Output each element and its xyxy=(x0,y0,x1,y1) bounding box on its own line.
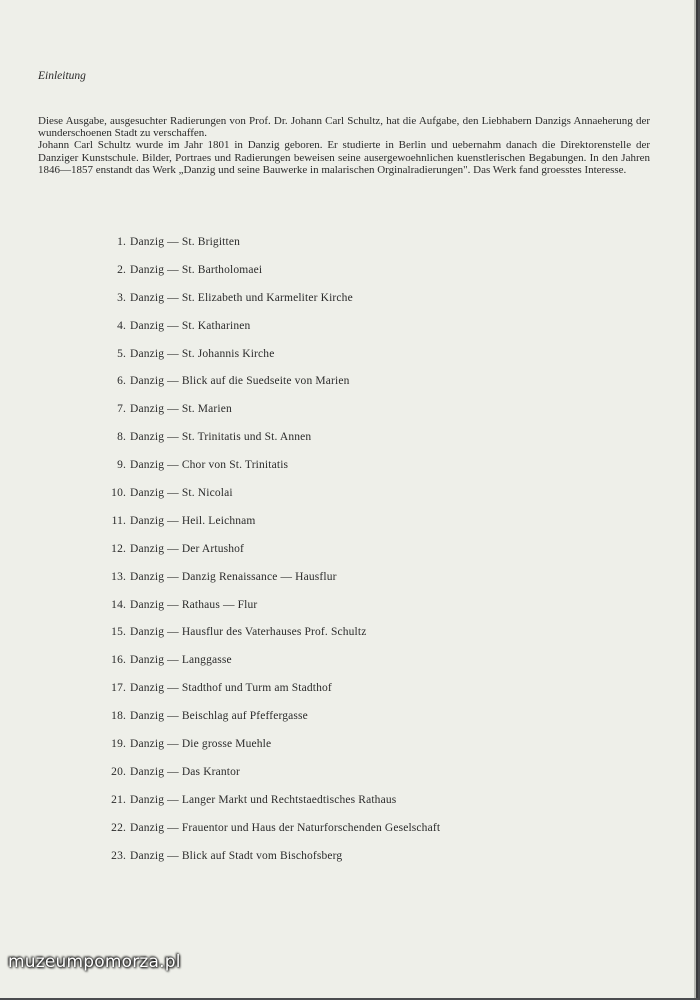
list-item-number: 3. xyxy=(117,291,126,304)
list-item xyxy=(100,261,600,289)
list-item xyxy=(100,400,600,428)
list-item-title: Danzig — Frauentor und Haus der Naturforschenden Geselschaft xyxy=(130,821,441,834)
list-item-title: Danzig — Blick auf Stadt vom Bischofsberg xyxy=(130,849,343,862)
list-item-number: 23. xyxy=(111,849,126,862)
list-item-title: Danzig — St. Brigitten xyxy=(130,236,241,248)
list-item-title: Danzig — Die grosse Muehle xyxy=(130,738,272,751)
list-item xyxy=(100,233,600,261)
list-item-number: 6. xyxy=(117,375,126,388)
list-item-number: 4. xyxy=(117,319,126,332)
list-item-title: Danzig — Beischlag auf Pfeffergasse xyxy=(130,710,308,723)
list-item-title: Danzig — St. Marien xyxy=(130,403,232,416)
list-item-number: 7. xyxy=(117,403,126,416)
list-item-title: Danzig — Danzig Renaissance — Hausflur xyxy=(130,570,337,583)
list-item xyxy=(100,847,600,875)
list-item-number: 1. xyxy=(117,236,126,248)
list-item-number: 12. xyxy=(111,542,126,555)
list-item-title: Danzig — Blick auf die Suedseite von Marien xyxy=(130,375,350,388)
list-item xyxy=(100,456,600,484)
list-item xyxy=(100,819,600,847)
list-item-number: 2. xyxy=(117,263,126,276)
list-item-title: Danzig — St. Elizabeth und Karmeliter Kirche xyxy=(130,291,353,304)
list-item xyxy=(100,568,600,596)
list-item-title: Danzig — St. Johannis Kirche xyxy=(130,347,275,360)
list-item-number: 11. xyxy=(111,514,126,527)
list-item-number: 16. xyxy=(111,654,126,667)
list-item-number: 8. xyxy=(117,431,126,444)
list-item xyxy=(100,651,600,679)
list-item xyxy=(100,791,600,819)
list-item-title: Danzig — St. Nicolai xyxy=(130,487,233,500)
intro-text xyxy=(38,115,650,176)
section-heading: Einleitung xyxy=(38,70,86,82)
list-item-title: Danzig — Heil. Leichnam xyxy=(130,514,256,527)
list-item xyxy=(100,596,600,624)
list-item-title: Danzig — Chor von St. Trinitatis xyxy=(130,459,289,472)
list-item xyxy=(100,317,600,345)
list-item xyxy=(100,540,600,568)
list-item-number: 19. xyxy=(111,738,126,751)
list-item-title: Danzig — Stadthof und Turm am Stadthof xyxy=(130,682,332,695)
list-item-number: 21. xyxy=(111,793,126,806)
list-item-title: Danzig — Das Krantor xyxy=(130,765,241,778)
list-item xyxy=(100,735,600,763)
list-item-number: 20. xyxy=(111,765,126,778)
list-item xyxy=(100,372,600,400)
list-item xyxy=(100,679,600,707)
list-item-number: 17. xyxy=(111,682,126,695)
list-item xyxy=(100,623,600,651)
etching-list xyxy=(100,233,600,874)
list-item-title: Danzig — St. Bartholomaei xyxy=(130,263,263,276)
list-item-title: Danzig — Rathaus — Flur xyxy=(130,598,258,611)
list-item-number: 9. xyxy=(117,459,126,472)
list-item-number: 5. xyxy=(117,347,126,360)
list-item-number: 18. xyxy=(111,710,126,723)
list-item xyxy=(100,484,600,512)
list-item-title: Danzig — St. Trinitatis und St. Annen xyxy=(130,431,312,444)
list-item xyxy=(100,289,600,317)
list-item-title: Danzig — St. Katharinen xyxy=(130,319,251,332)
list-item-number: 14. xyxy=(111,598,126,611)
list-item-number: 10. xyxy=(111,487,126,500)
list-item-number: 22. xyxy=(111,821,126,834)
list-item-title: Danzig — Der Artushof xyxy=(130,542,245,555)
list-item-title: Danzig — Langgasse xyxy=(130,654,232,667)
list-item xyxy=(100,512,600,540)
list-item-title: Danzig — Hausflur des Vaterhauses Prof. Schultz xyxy=(130,626,367,639)
list-item xyxy=(100,707,600,735)
intro-paragraph-1: Diese Ausgabe, ausgesuchter Radierungen von Prof. Dr. Johann Carl Schultz, hat die Aufgabe, den Liebhabern Danzigs Annaeherung der wunderschoenen Stadt zu verschaffen. xyxy=(38,115,650,140)
list-item xyxy=(100,428,600,456)
list-item-title: Danzig — Langer Markt und Rechtstaedtisches Rathaus xyxy=(130,793,397,806)
intro-paragraph-2: Johann Carl Schultz wurde im Jahr 1801 in Danzig geboren. Er studierte in Berlin und uebernahm danach die Direktorenstelle der Danziger Kunstschule. Bilder, Portraes und Radierungen beweisen seine ausergewoehnlichen kuenstlerischen Begabungen. In den Jahren 1846—1857 enstandt das Werk „Danzig und seine Bauwerke in malarischen Orginalradierungen". Das Werk fand groesstes Interesse. xyxy=(38,139,650,176)
list-item xyxy=(100,345,600,373)
list-item xyxy=(100,763,600,791)
watermark: muzeumpomorza.pl xyxy=(8,952,181,972)
list-item-number: 13. xyxy=(111,570,126,583)
list-item-number: 15. xyxy=(111,626,126,639)
